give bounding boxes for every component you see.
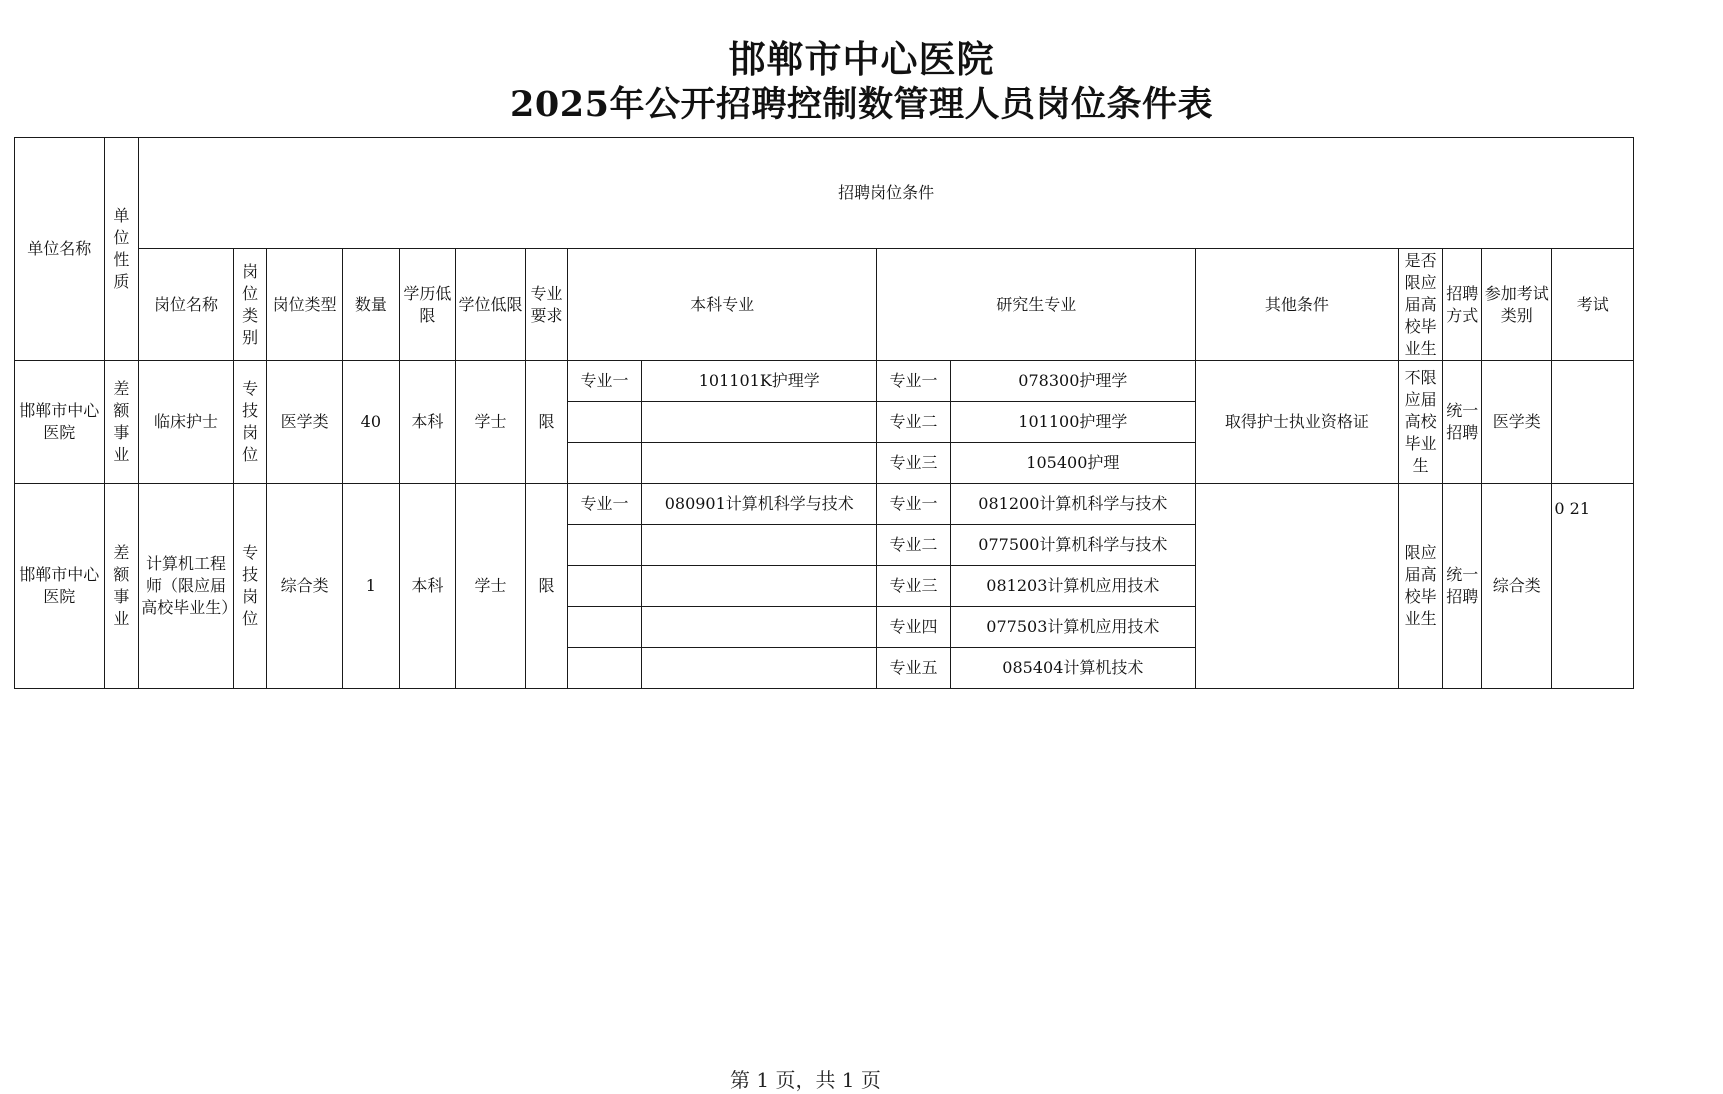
cell-undergrad-label bbox=[567, 402, 641, 443]
positions-table bbox=[14, 137, 1634, 689]
cell-undergrad-major bbox=[642, 443, 877, 484]
cell-grad-major: 101100护理学 bbox=[950, 402, 1195, 443]
cell-undergrad-major: 080901计算机科学与技术 bbox=[642, 484, 877, 525]
cell-position-type: 医学类 bbox=[267, 361, 342, 484]
cell-undergrad-label bbox=[567, 443, 641, 484]
cell-grad-label: 专业五 bbox=[877, 648, 950, 689]
header-position-type: 岗位类型 bbox=[267, 249, 342, 361]
header-unit-nature: 单位性质 bbox=[104, 138, 139, 361]
cell-cut-value bbox=[1552, 361, 1634, 484]
cell-undergrad-major bbox=[642, 607, 877, 648]
cell-grad-major: 077500计算机科学与技术 bbox=[950, 525, 1195, 566]
cell-exam-category: 综合类 bbox=[1482, 484, 1552, 689]
cell-grad-major: 078300护理学 bbox=[950, 361, 1195, 402]
cell-degree-min: 学士 bbox=[455, 361, 525, 484]
header-conditions-group: 招聘岗位条件 bbox=[139, 138, 1634, 249]
cell-grad-label: 专业四 bbox=[877, 607, 950, 648]
cell-grad-major: 081203计算机应用技术 bbox=[950, 566, 1195, 607]
cell-cut-value: 0 21 bbox=[1552, 484, 1634, 689]
cell-quantity: 1 bbox=[342, 484, 399, 689]
cell-undergrad-major: 101101K护理学 bbox=[642, 361, 877, 402]
page-subtitle: 2025年公开招聘控制数管理人员岗位条件表 bbox=[510, 84, 1213, 125]
cell-recruit-method: 统一招聘 bbox=[1443, 361, 1482, 484]
page-title: 邯郸市中心医院 bbox=[728, 37, 995, 81]
header-exam-category: 参加考试类别 bbox=[1482, 249, 1552, 361]
cell-position-class: 专技岗位 bbox=[233, 361, 267, 484]
cell-grad-label: 专业一 bbox=[877, 484, 950, 525]
cell-undergrad-label bbox=[567, 566, 641, 607]
header-grad-major: 研究生专业 bbox=[877, 249, 1196, 361]
header-row-1 bbox=[15, 138, 1634, 249]
cell-grad-major: 081200计算机科学与技术 bbox=[950, 484, 1195, 525]
cell-edu-min: 本科 bbox=[399, 361, 455, 484]
page-footer: 第 1 页，共 1 页 bbox=[730, 1068, 881, 1092]
cell-unit-nature: 差额事业 bbox=[104, 484, 139, 689]
header-position-name: 岗位名称 bbox=[139, 249, 234, 361]
cell-quantity: 40 bbox=[342, 361, 399, 484]
cell-grad-label: 专业三 bbox=[877, 566, 950, 607]
header-edu-min: 学历低限 bbox=[399, 249, 455, 361]
cell-grad-label: 专业一 bbox=[877, 361, 950, 402]
cell-major-required: 限 bbox=[526, 484, 568, 689]
header-major-required: 专业要求 bbox=[526, 249, 568, 361]
cell-recruit-method: 统一招聘 bbox=[1443, 484, 1482, 689]
cell-undergrad-label bbox=[567, 648, 641, 689]
cell-grad-major: 085404计算机技术 bbox=[950, 648, 1195, 689]
cell-undergrad-label: 专业一 bbox=[567, 484, 641, 525]
header-fresh-grad-limit: 是否限应届高校毕业生 bbox=[1398, 249, 1443, 361]
cell-unit-name: 邯郸市中心医院 bbox=[15, 484, 105, 689]
cell-grad-label: 专业二 bbox=[877, 402, 950, 443]
header-quantity: 数量 bbox=[342, 249, 399, 361]
cell-grad-label: 专业二 bbox=[877, 525, 950, 566]
header-position-class: 岗位类别 bbox=[233, 249, 267, 361]
table-viewport bbox=[14, 137, 1609, 689]
header-degree-min: 学位低限 bbox=[455, 249, 525, 361]
cell-unit-nature: 差额事业 bbox=[104, 361, 139, 484]
header-cut-column: 考试 bbox=[1552, 249, 1634, 361]
header-recruit-method: 招聘方式 bbox=[1443, 249, 1482, 361]
cell-position-name: 临床护士 bbox=[139, 361, 234, 484]
cell-other-conditions: 取得护士执业资格证 bbox=[1196, 361, 1399, 484]
table-row bbox=[15, 361, 1634, 402]
cell-undergrad-label: 专业一 bbox=[567, 361, 641, 402]
cell-exam-category: 医学类 bbox=[1482, 361, 1552, 484]
title-block bbox=[0, 36, 1723, 128]
cell-undergrad-major bbox=[642, 525, 877, 566]
cell-degree-min: 学士 bbox=[455, 484, 525, 689]
cell-position-class: 专技岗位 bbox=[233, 484, 267, 689]
cell-fresh-grad-limit: 不限应届高校毕业生 bbox=[1398, 361, 1443, 484]
header-undergrad-major: 本科专业 bbox=[567, 249, 877, 361]
cell-major-required: 限 bbox=[526, 361, 568, 484]
header-other-conditions: 其他条件 bbox=[1196, 249, 1399, 361]
table-row bbox=[15, 484, 1634, 525]
cell-undergrad-major bbox=[642, 566, 877, 607]
cell-position-type: 综合类 bbox=[267, 484, 342, 689]
cell-position-name: 计算机工程师（限应届高校毕业生） bbox=[139, 484, 234, 689]
header-row-2 bbox=[15, 249, 1634, 361]
cell-undergrad-label bbox=[567, 525, 641, 566]
cell-edu-min: 本科 bbox=[399, 484, 455, 689]
cell-undergrad-major bbox=[642, 402, 877, 443]
cell-grad-label: 专业三 bbox=[877, 443, 950, 484]
cell-grad-major: 077503计算机应用技术 bbox=[950, 607, 1195, 648]
cell-grad-major: 105400护理 bbox=[950, 443, 1195, 484]
cell-undergrad-label bbox=[567, 607, 641, 648]
cell-other-conditions bbox=[1196, 484, 1399, 689]
cell-fresh-grad-limit: 限应届高校毕业生 bbox=[1398, 484, 1443, 689]
header-unit-name: 单位名称 bbox=[15, 138, 105, 361]
cell-unit-name: 邯郸市中心医院 bbox=[15, 361, 105, 484]
cell-undergrad-major bbox=[642, 648, 877, 689]
